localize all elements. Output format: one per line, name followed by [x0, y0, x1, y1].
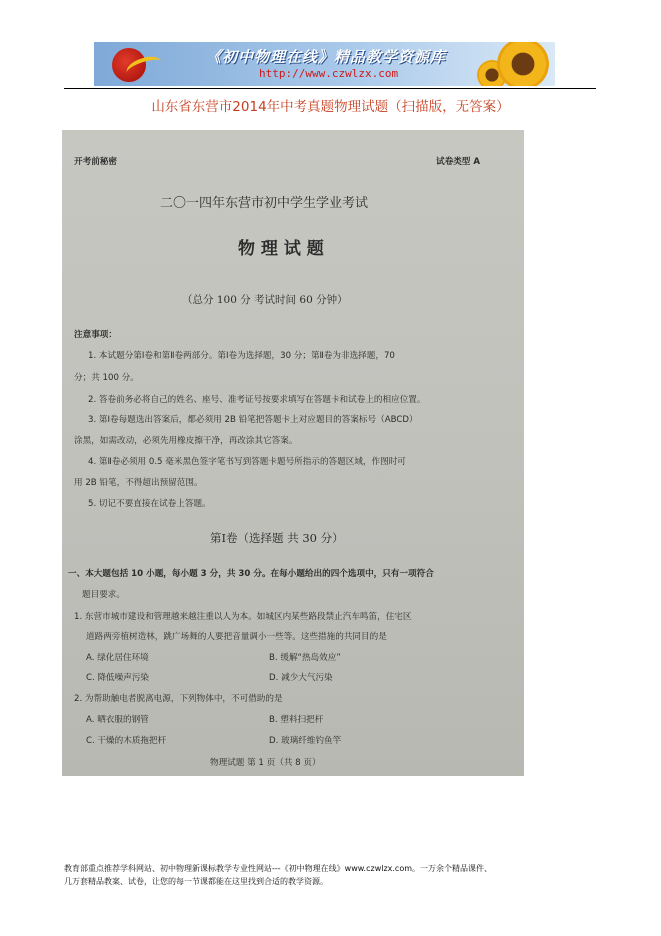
notice-line: 用 2B 铅笔，不得超出预留范围。 — [74, 478, 203, 488]
banner-title: 《初中物理在线》精品教学资源库 — [206, 48, 447, 66]
question-1-option-d: D. 减少大气污染 — [269, 673, 333, 683]
question-2-option-a: A. 晒衣服的钢管 — [86, 715, 149, 725]
page-heading: 山东省东营市2014年中考真题物理试题（扫描版，无答案） — [151, 99, 510, 115]
question-2-stem: 2. 为帮助触电者脱离电源，下列物体中，不可借助的是 — [74, 694, 283, 704]
paper-type-label: 试卷类型 A — [436, 157, 481, 167]
notice-line: 4. 第Ⅱ卷必须用 0.5 毫米黑色签字笔书写到答题卡题号所指示的答题区域，作图时可 — [88, 457, 406, 467]
notice-line: 1. 本试题分第Ⅰ卷和第Ⅱ卷两部分。第Ⅰ卷为选择题，30 分；第Ⅱ卷为非选择题，70 — [88, 351, 395, 361]
notice-line: 涂黑，如需改动，必须先用橡皮擦干净，再改涂其它答案。 — [74, 436, 298, 446]
banner-url[interactable]: http://www.czwlzx.com — [259, 67, 399, 80]
score-info: （总分 100 分 考试时间 60 分钟） — [182, 294, 348, 306]
question-1-option-a: A. 绿化居住环境 — [86, 653, 149, 663]
question-1-stem: 1. 东营市城市建设和管理越来越注重以人为本。如城区内某些路段禁止汽车鸣笛，住宅区 — [74, 612, 412, 622]
question-1-option-c: C. 降低噪声污染 — [86, 673, 150, 683]
notice-line: 3. 第Ⅰ卷每题选出答案后，都必须用 2B 铅笔把答题卡上对应题目的答案标号（ABCD） — [88, 415, 418, 425]
question-2-option-c: C. 干燥的木质拖把杆 — [86, 736, 167, 746]
exam-title: 二〇一四年东营市初中学生学业考试 — [160, 196, 369, 211]
footer-line: 几万套精品教案、试卷，让您的每一节课都能在这里找到合适的教学资源。 — [64, 877, 328, 886]
notice-title: 注意事项： — [74, 330, 117, 340]
notice-line: 分；共 100 分。 — [74, 373, 139, 383]
question-2-option-b: B. 塑料扫把杆 — [269, 715, 324, 725]
section-intro-line: 题目要求。 — [82, 590, 125, 600]
secret-label: 开考前秘密 — [74, 157, 117, 167]
question-1-stem: 道路两旁植树造林，跳广场舞的人要把音量调小一些等。这些措施的共同目的是 — [86, 632, 387, 642]
question-1-option-b: B. 缓解“热岛效应” — [269, 653, 341, 663]
footer-line: 教育部重点推荐学科网站、初中物理新课标教学专业性网站---《初中物理在线》www.czwlzx.com。一万余个精品课件、 — [64, 864, 493, 873]
page-footer — [64, 862, 604, 888]
subject-title: 物 理 试 题 — [238, 239, 324, 259]
sunflower-icon — [497, 42, 549, 86]
section-title: 第Ⅰ卷（选择题 共 30 分） — [210, 531, 344, 545]
notice-line: 5. 切记不要直接在试卷上答题。 — [88, 499, 211, 509]
notice-line: 2. 答卷前务必将自己的姓名、座号、准考证号按要求填写在答题卡和试卷上的相应位置。 — [88, 395, 426, 405]
scan-page-footer: 物理试题 第 1 页（共 8 页） — [210, 758, 321, 768]
question-2-option-d: D. 玻璃纤维钓鱼竿 — [269, 736, 342, 746]
header-divider — [64, 88, 596, 89]
section-intro-line: 一、本大题包括 10 小题，每小题 3 分，共 30 分。在每小题给出的四个选项中，只有一项符合 — [68, 569, 434, 579]
scanned-exam-image — [62, 130, 524, 776]
site-banner — [94, 42, 555, 86]
